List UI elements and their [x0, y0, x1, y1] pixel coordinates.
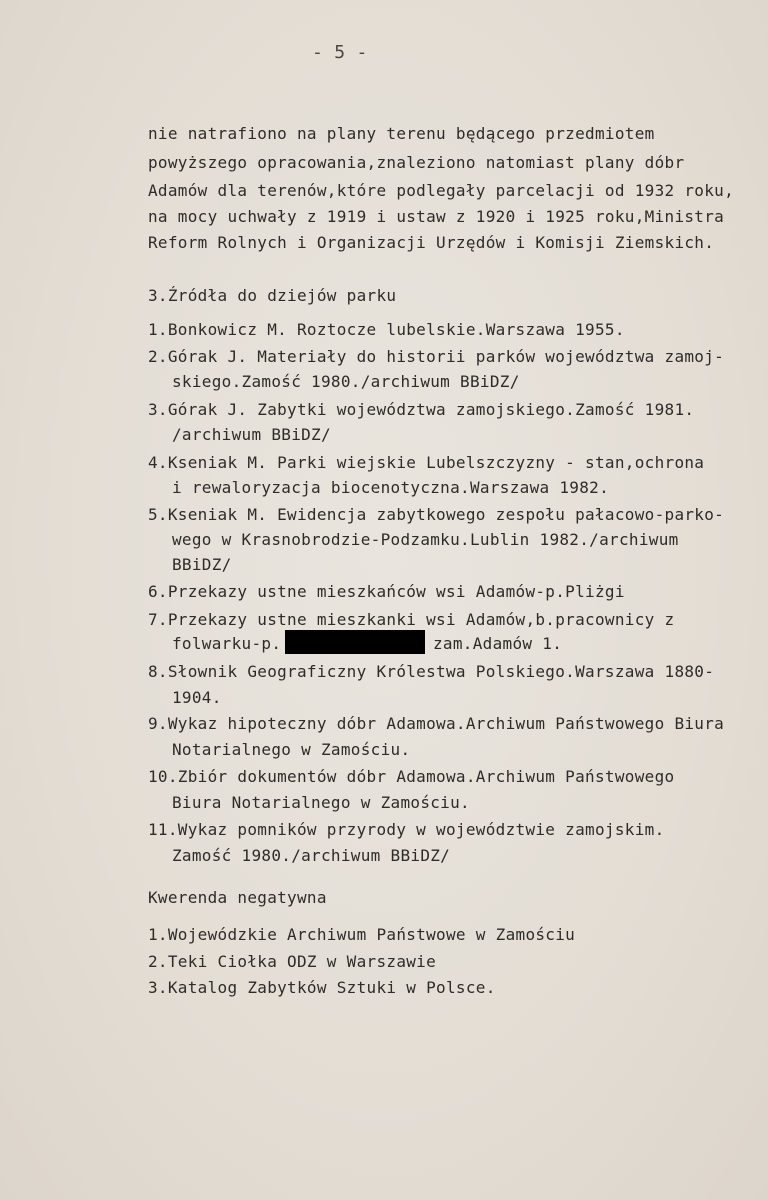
intro-line: nie natrafiono na plany terenu będącego przedmiotem [148, 124, 655, 143]
page-number: - 5 - [312, 42, 368, 63]
list-item-line: 5.Kseniak M. Ewidencja zabytkowego zespołu pałacowo-parko- [148, 505, 725, 524]
list-item-line: 8.Słownik Geograficzny Królestwa Polskiego.Warszawa 1880- [148, 662, 715, 681]
list-item-line: 3.Górak J. Zabytki województwa zamojskiego.Zamość 1981. [148, 400, 695, 419]
list-item-line: 6.Przekazy ustne mieszkańców wsi Adamów-p.Pliżgi [148, 582, 625, 601]
intro-line: Reform Rolnych i Organizacji Urzędów i Komisji Ziemskich. [148, 233, 715, 252]
list-item-line: /archiwum BBiDZ/ [172, 425, 331, 444]
list-item-line: zam.Adamów 1. [433, 634, 563, 653]
list-item-line: 11.Wykaz pomników przyrody w województwie zamojskim. [148, 820, 665, 839]
list-item-line: 1.Bonkowicz M. Roztocze lubelskie.Warszawa 1955. [148, 320, 625, 339]
list-item-line: BBiDZ/ [172, 555, 232, 574]
list-item-line: i rewaloryzacja biocenotyczna.Warszawa 1982. [172, 478, 610, 497]
list-item-line: 1904. [172, 688, 222, 707]
intro-line: na mocy uchwały z 1919 i ustaw z 1920 i 1925 roku,Ministra [148, 207, 725, 226]
section-heading: 3.Źródła do dziejów parku [148, 286, 397, 305]
list-item: 2.Teki Ciołka ODZ w Warszawie [148, 952, 437, 971]
list-item: 3.Katalog Zabytków Sztuki w Polsce. [148, 978, 496, 997]
list-item-line: Notarialnego w Zamościu. [172, 740, 411, 759]
list-item: 1.Wojewódzkie Archiwum Państwowe w Zamościu [148, 925, 576, 944]
list-item-line: Biura Notarialnego w Zamościu. [172, 793, 470, 812]
intro-line: Adamów dla terenów,które podlegały parcelacji od 1932 roku, [148, 181, 735, 200]
list-item-line: 4.Kseniak M. Parki wiejskie Lubelszczyzny - stan,ochrona [148, 453, 705, 472]
intro-line: powyższego opracowania,znaleziono natomiast plany dóbr [148, 153, 685, 172]
list-item-line: wego w Krasnobrodzie-Podzamku.Lublin 1982./archiwum [172, 530, 679, 549]
list-item-line: 10.Zbiór dokumentów dóbr Adamowa.Archiwum Państwowego [148, 767, 675, 786]
negative-heading: Kwerenda negatywna [148, 888, 327, 907]
list-item-line: 9.Wykaz hipoteczny dóbr Adamowa.Archiwum Państwowego Biura [148, 714, 725, 733]
list-item-line: 7.Przekazy ustne mieszkanki wsi Adamów,b.pracownicy z [148, 610, 675, 629]
redaction-bar [285, 630, 425, 654]
list-item-line: Zamość 1980./archiwum BBiDZ/ [172, 846, 451, 865]
list-item-line: folwarku-p. [172, 634, 282, 653]
list-item-line: 2.Górak J. Materiały do historii parków województwa zamoj- [148, 347, 725, 366]
list-item-line: skiego.Zamość 1980./archiwum BBiDZ/ [172, 372, 520, 391]
